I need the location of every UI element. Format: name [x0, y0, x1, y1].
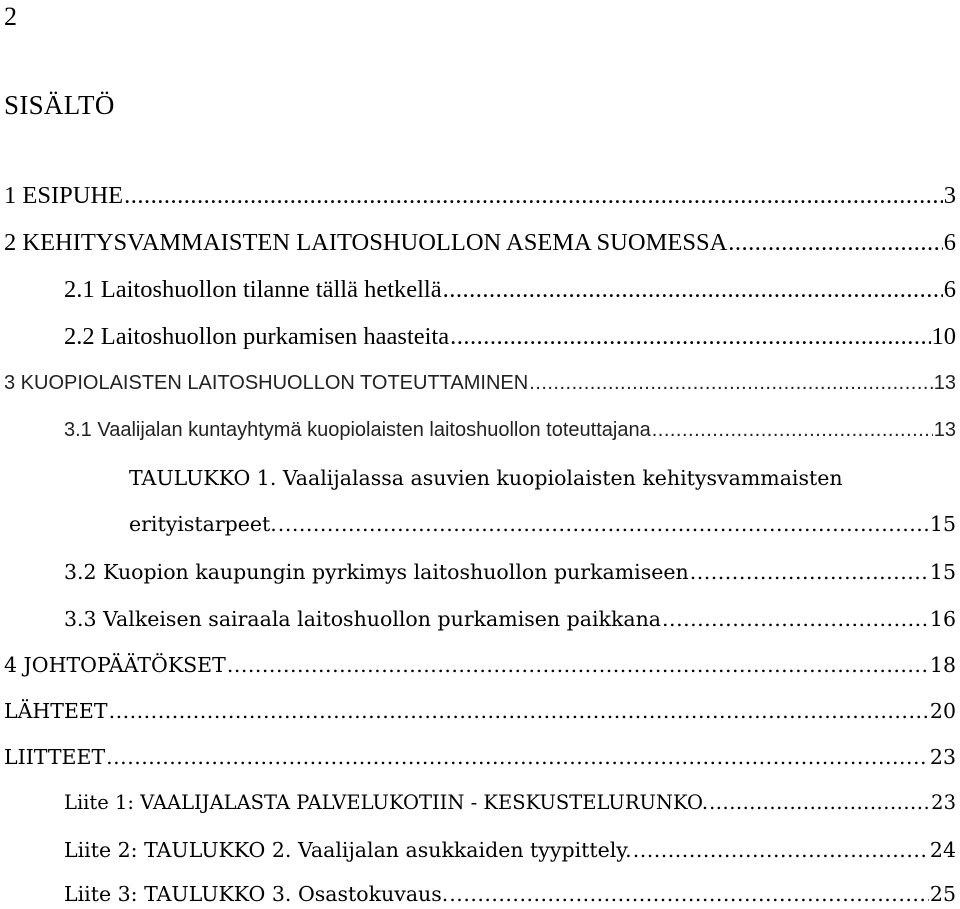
- toc-entry-page: 10: [931, 323, 956, 350]
- toc-entry-title: 2.1 Laitoshuollon tilanne tällä hetkellä: [64, 276, 442, 303]
- toc-entry-page: 24: [929, 838, 956, 862]
- toc-entry-kehitysvammaisten[interactable]: [4, 229, 956, 257]
- toc-entry-title: 1 ESIPUHE: [4, 182, 124, 209]
- dot-leader: [728, 229, 942, 257]
- toc-entry-page: 23: [929, 745, 956, 769]
- toc-entry-esipuhe[interactable]: [4, 182, 956, 210]
- toc-entry-taulukko1-line2[interactable]: [129, 512, 956, 536]
- dot-leader: [709, 791, 930, 814]
- dot-leader: [443, 276, 943, 304]
- toc-entry-title: Liite 2: TAULUKKO 2. Vaalijalan asukkaiden tyypittely.: [64, 838, 632, 862]
- toc-entry-title: LIITTEET: [4, 745, 106, 769]
- toc-entry-page: 23: [931, 791, 956, 814]
- toc-entry-page: 18: [929, 653, 956, 677]
- dot-leader: [633, 838, 929, 862]
- toc-entry-title: 2 KEHITYSVAMMAISTEN LAITOSHUOLLON ASEMA SUOMESSA: [4, 229, 728, 256]
- toc-heading: SISÄLTÖ: [4, 90, 115, 120]
- toc-entry-title: 3.1 Vaalijalan kuntayhtymä kuopiolaisten laitoshuollon toteuttajana: [64, 419, 651, 441]
- toc-entry-liite1[interactable]: [64, 791, 956, 814]
- toc-entry-lahteet[interactable]: [4, 699, 956, 723]
- toc-entry-liite3[interactable]: [64, 882, 956, 906]
- toc-entry-liitteet[interactable]: [4, 745, 956, 769]
- toc-entry-title: 3 KUOPIOLAISTEN LAITOSHUOLLON TOTEUTTAMINEN: [4, 372, 529, 394]
- toc-entry-title: 3.3 Valkeisen sairaala laitoshuollon purkamisen paikkana: [64, 607, 662, 631]
- toc-entry-kuopiolaisten[interactable]: [4, 372, 956, 395]
- toc-entry-haasteita[interactable]: [64, 323, 956, 351]
- toc-entry-valkeisen[interactable]: [64, 607, 956, 631]
- dot-leader: [109, 699, 929, 723]
- toc-entry-page: 20: [929, 699, 956, 723]
- toc-entry-vaalijalan[interactable]: [64, 419, 956, 442]
- dot-leader: [450, 323, 930, 351]
- toc-entry-liite2[interactable]: [64, 838, 956, 862]
- toc-entry-page: 16: [929, 607, 956, 631]
- toc-entry-page: 15: [929, 560, 956, 584]
- dot-leader: [278, 512, 929, 536]
- toc-entry-title: 4 JOHTOPÄÄTÖKSET: [4, 653, 226, 677]
- toc-entry-title: Liite 3: TAULUKKO 3. Osastokuvaus.: [64, 882, 449, 906]
- toc-entry-title: LÄHTEET: [4, 699, 108, 723]
- dot-leader: [449, 882, 929, 906]
- dot-leader: [690, 560, 929, 584]
- toc-entry-kuopion[interactable]: [64, 560, 956, 584]
- toc-entry-taulukko1-line1[interactable]: [129, 466, 956, 490]
- toc-entry-tilanne[interactable]: [64, 276, 956, 304]
- dot-leader: [227, 653, 929, 677]
- dot-leader: [106, 745, 929, 769]
- toc-entry-page: 15: [929, 512, 956, 536]
- toc-entry-title: TAULUKKO 1. Vaalijalassa asuvien kuopiolaisten kehitysvammaisten: [129, 466, 843, 490]
- toc-entry-johtopaatokset[interactable]: [4, 653, 956, 677]
- toc-entry-page: 6: [943, 229, 956, 256]
- toc-entry-page: 13: [933, 419, 956, 441]
- toc-entry-page: 25: [929, 882, 956, 906]
- page-number: 2: [4, 2, 17, 31]
- toc-entry-title: 2.2 Laitoshuollon purkamisen haasteita: [64, 323, 450, 350]
- dot-leader: [652, 419, 933, 442]
- toc-entry-title: erityistarpeet.: [129, 512, 277, 536]
- toc-entry-page: 13: [933, 372, 956, 394]
- toc-entry-page: 6: [943, 276, 956, 303]
- toc-entry-title: 3.2 Kuopion kaupungin pyrkimys laitoshuollon purkamiseen: [64, 560, 689, 584]
- toc-entry-page: 3: [943, 182, 956, 209]
- dot-leader: [124, 182, 943, 210]
- toc-entry-title: Liite 1: VAALIJALASTA PALVELUKOTIIN - KESKUSTELURUNKO.: [64, 791, 709, 814]
- dot-leader: [662, 607, 929, 631]
- dot-leader: [529, 372, 933, 395]
